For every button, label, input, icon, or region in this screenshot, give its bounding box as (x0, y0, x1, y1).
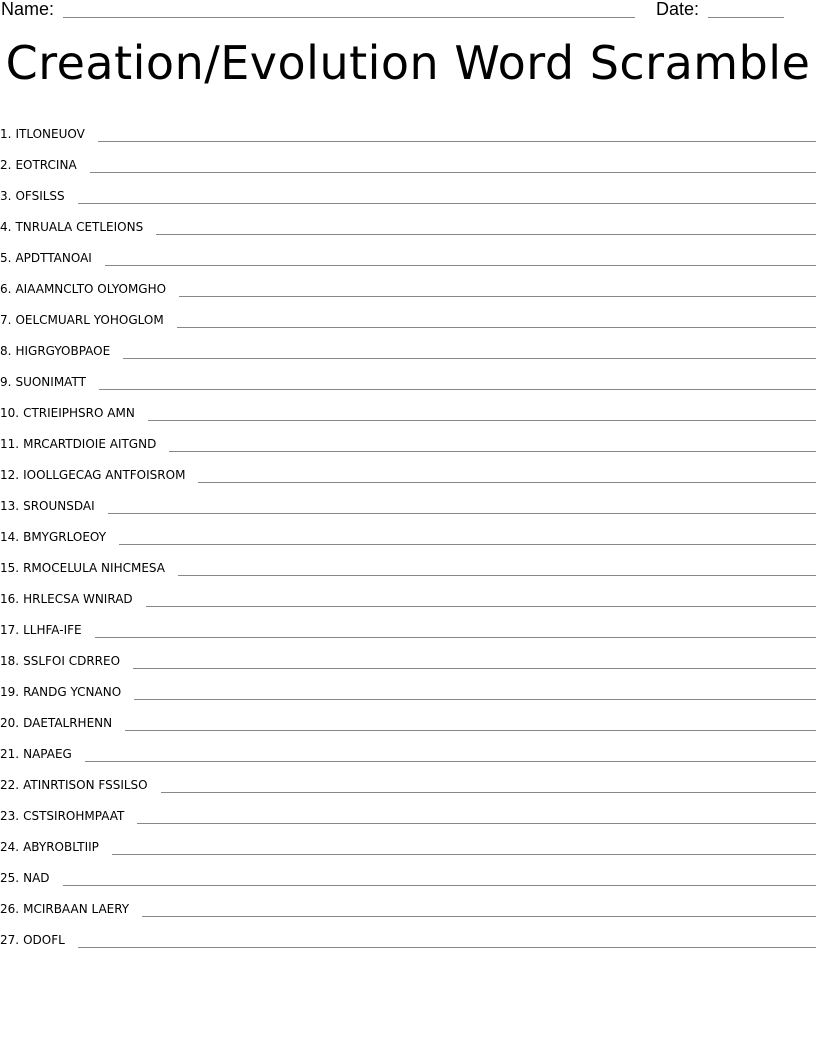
answer-line[interactable] (146, 606, 816, 607)
scramble-clue (0, 126, 85, 143)
scrambled-word: ITLONEUOV (15, 127, 85, 141)
scramble-row (0, 701, 816, 732)
answer-line[interactable] (85, 761, 816, 762)
answer-line[interactable] (99, 389, 816, 390)
answer-line[interactable] (133, 668, 816, 669)
item-number: 17. (0, 623, 20, 637)
scrambled-word: IOOLLGECAG ANTFOISROM (23, 468, 186, 482)
scrambled-word: OELCMUARL YOHOGLOM (15, 313, 164, 327)
scramble-row (0, 298, 816, 329)
item-number: 15. (0, 561, 20, 575)
answer-line[interactable] (137, 823, 816, 824)
scramble-row (0, 670, 816, 701)
answer-line[interactable] (78, 947, 816, 948)
answer-line[interactable] (78, 203, 816, 204)
scrambled-word: SROUNSDAI (23, 499, 95, 513)
scrambled-word: CTRIEIPHSRO AMN (23, 406, 135, 420)
scrambled-word: APDTTANOAI (15, 251, 92, 265)
item-number: 18. (0, 654, 20, 668)
scramble-row (0, 174, 816, 205)
item-number: 21. (0, 747, 20, 761)
scramble-clue (0, 591, 133, 608)
item-number: 7. (0, 313, 12, 327)
scramble-row (0, 422, 816, 453)
answer-line[interactable] (134, 699, 816, 700)
scrambled-word: SUONIMATT (15, 375, 86, 389)
scramble-row (0, 887, 816, 918)
item-number: 25. (0, 871, 20, 885)
item-number: 9. (0, 375, 12, 389)
answer-line[interactable] (95, 637, 816, 638)
scrambled-word: EOTRCINA (15, 158, 77, 172)
scramble-clue (0, 560, 165, 577)
scramble-row (0, 143, 816, 174)
item-number: 10. (0, 406, 20, 420)
item-number: 19. (0, 685, 20, 699)
item-number: 2. (0, 158, 12, 172)
answer-line[interactable] (98, 141, 816, 142)
scramble-clue (0, 467, 185, 484)
scramble-row (0, 763, 816, 794)
scramble-clue (0, 777, 148, 794)
item-number: 5. (0, 251, 12, 265)
scramble-row (0, 205, 816, 236)
scramble-row (0, 267, 816, 298)
answer-line[interactable] (178, 575, 816, 576)
scramble-row (0, 608, 816, 639)
scramble-row (0, 546, 816, 577)
item-number: 16. (0, 592, 20, 606)
item-number: 24. (0, 840, 20, 854)
scramble-clue (0, 436, 156, 453)
date-label: Date: (656, 0, 700, 19)
item-number: 11. (0, 437, 20, 451)
scrambled-word: RANDG YCNANO (23, 685, 122, 699)
scramble-clue (0, 715, 112, 732)
scramble-clue (0, 870, 50, 887)
scramble-row (0, 515, 816, 546)
answer-line[interactable] (123, 358, 816, 359)
scramble-clue (0, 374, 86, 391)
scramble-clue (0, 157, 77, 174)
scramble-clue (0, 839, 99, 856)
answer-line[interactable] (177, 327, 816, 328)
item-number: 8. (0, 344, 12, 358)
scramble-clue (0, 901, 129, 918)
name-field[interactable] (63, 17, 635, 18)
item-number: 13. (0, 499, 20, 513)
answer-line[interactable] (169, 451, 816, 452)
scramble-row (0, 329, 816, 360)
scramble-clue (0, 250, 92, 267)
answer-line[interactable] (112, 854, 816, 855)
scramble-clue (0, 808, 124, 825)
scrambled-word: SSLFOI CDRREO (23, 654, 121, 668)
date-field[interactable] (708, 17, 784, 18)
scrambled-word: TNRUALA CETLEIONS (15, 220, 144, 234)
scramble-clue (0, 188, 65, 205)
name-label: Name: (1, 0, 55, 19)
scrambled-word: LLHFA-IFE (23, 623, 82, 637)
scrambled-word: ODOFL (23, 933, 65, 947)
scramble-row (0, 825, 816, 856)
item-number: 6. (0, 282, 12, 296)
answer-line[interactable] (105, 265, 816, 266)
item-number: 14. (0, 530, 20, 544)
scrambled-word: ABYROBLTIIP (23, 840, 99, 854)
scrambled-word: NAPAEG (23, 747, 72, 761)
scrambled-word: OFSILSS (15, 189, 65, 203)
scramble-clue (0, 653, 120, 670)
scramble-row (0, 360, 816, 391)
scramble-clue (0, 622, 82, 639)
scramble-row (0, 453, 816, 484)
scramble-row (0, 794, 816, 825)
item-number: 12. (0, 468, 20, 482)
scramble-row (0, 918, 816, 949)
scrambled-word: MCIRBAAN LAERY (23, 902, 130, 916)
item-number: 27. (0, 933, 20, 947)
scramble-row (0, 732, 816, 763)
scramble-row (0, 112, 816, 143)
scrambled-word: HRLECSA WNIRAD (23, 592, 133, 606)
answer-line[interactable] (108, 513, 816, 514)
scrambled-word: NAD (23, 871, 50, 885)
scramble-clue (0, 529, 106, 546)
item-number: 23. (0, 809, 20, 823)
scrambled-word: AIAAMNCLTO OLYOMGHO (15, 282, 167, 296)
scramble-clue (0, 498, 95, 515)
scrambled-word: CSTSIROHMPAAT (23, 809, 125, 823)
worksheet-header (0, 0, 816, 22)
answer-line[interactable] (119, 544, 816, 545)
page-title: Creation/Evolution Word Scramble (5, 36, 811, 90)
answer-line[interactable] (90, 172, 816, 173)
scramble-clue (0, 312, 164, 329)
answer-line[interactable] (156, 234, 816, 235)
item-number: 4. (0, 220, 12, 234)
scramble-row (0, 639, 816, 670)
scrambled-word: BMYGRLOEOY (23, 530, 107, 544)
scramble-list (0, 112, 816, 949)
scramble-clue (0, 219, 143, 236)
scramble-clue (0, 932, 65, 949)
scrambled-word: MRCARTDIOIE AITGND (23, 437, 157, 451)
scramble-row (0, 856, 816, 887)
scrambled-word: HIGRGYOBPAOE (15, 344, 111, 358)
item-number: 1. (0, 127, 12, 141)
item-number: 26. (0, 902, 20, 916)
item-number: 22. (0, 778, 20, 792)
scramble-row (0, 236, 816, 267)
scramble-clue (0, 281, 166, 298)
scramble-row (0, 391, 816, 422)
answer-line[interactable] (142, 916, 816, 917)
scramble-clue (0, 405, 135, 422)
scramble-clue (0, 746, 72, 763)
scrambled-word: ATINRTISON FSSILSO (23, 778, 148, 792)
item-number: 20. (0, 716, 20, 730)
answer-line[interactable] (148, 420, 816, 421)
answer-line[interactable] (125, 730, 816, 731)
scrambled-word: DAETALRHENN (23, 716, 113, 730)
scramble-row (0, 577, 816, 608)
item-number: 3. (0, 189, 12, 203)
scramble-row (0, 484, 816, 515)
answer-line[interactable] (161, 792, 816, 793)
answer-line[interactable] (179, 296, 816, 297)
scramble-clue (0, 684, 121, 701)
scrambled-word: RMOCELULA NIHCMESA (23, 561, 165, 575)
answer-line[interactable] (63, 885, 816, 886)
scramble-clue (0, 343, 110, 360)
answer-line[interactable] (198, 482, 816, 483)
